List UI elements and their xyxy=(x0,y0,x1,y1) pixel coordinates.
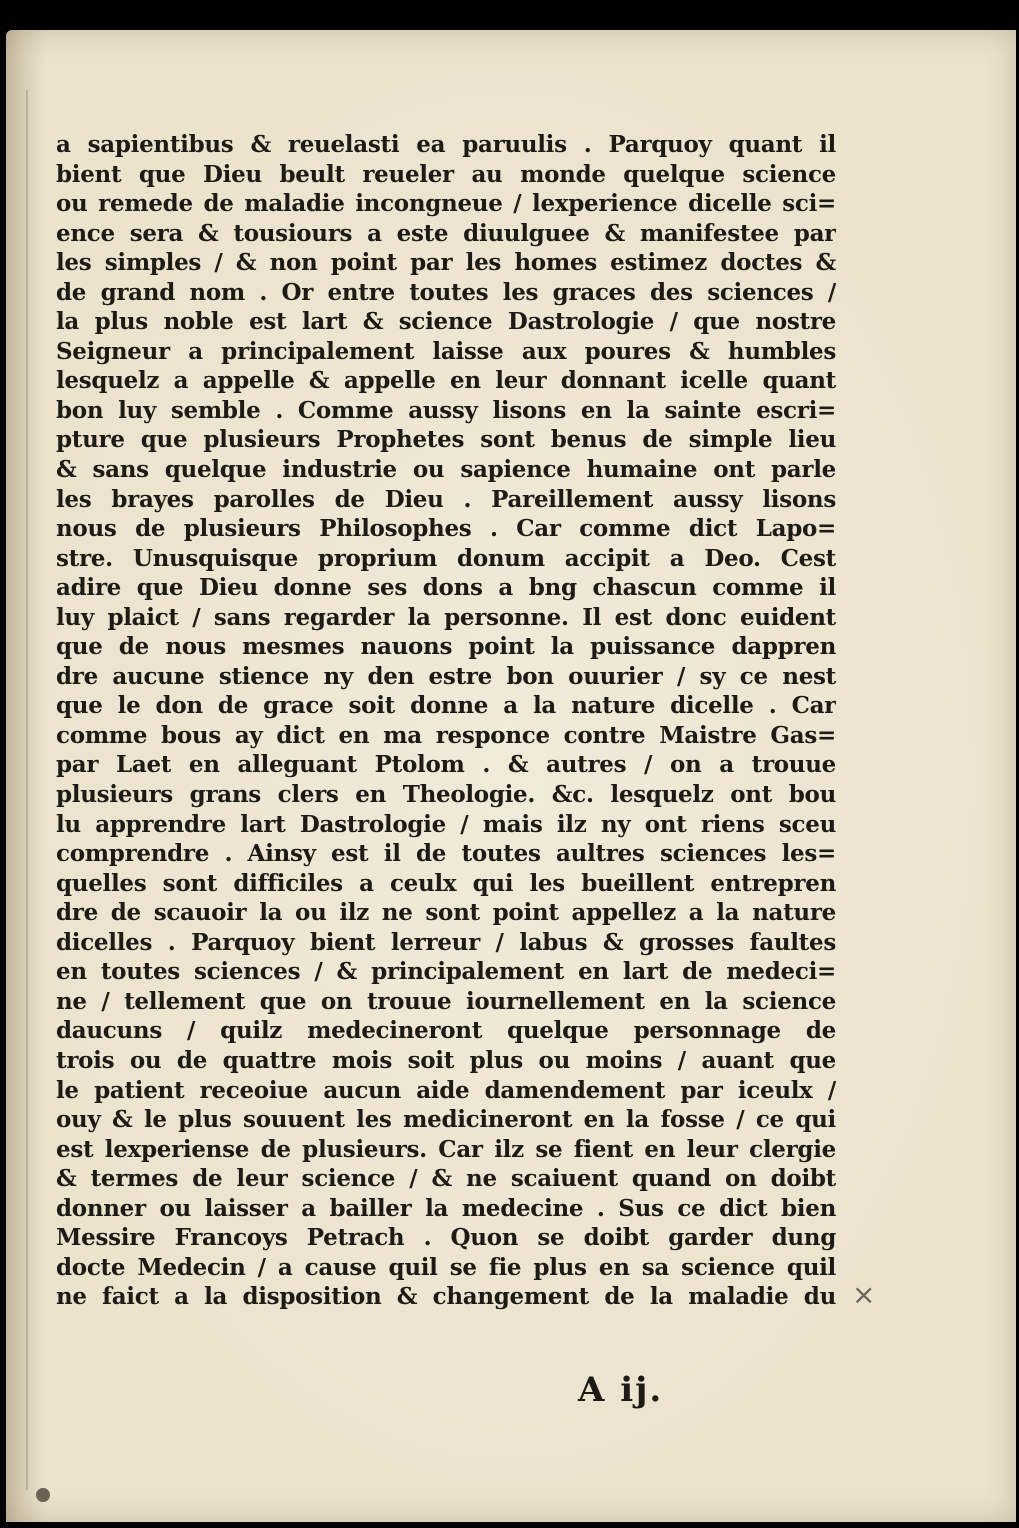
gutter-shadow xyxy=(26,90,28,1490)
text-line: comprendre . Ainsy est il de toutes aultres sciences les= xyxy=(56,840,836,868)
text-line: luy plaict / sans regarder la personne. Il est donc euident xyxy=(56,603,836,631)
text-line: docte Medecin / a cause quil se fie plus en sa science quil xyxy=(56,1253,836,1281)
text-line: pture que plusieurs Prophetes sont benus de simple lieu xyxy=(56,426,836,454)
text-line: ne / tellement que on trouue iournellement en la science xyxy=(56,987,836,1015)
text-line: & termes de leur science / & ne scaiuent quand on doibt xyxy=(56,1165,836,1193)
text-line: quelles sont difficiles a ceulx qui les bueillent entrepren xyxy=(56,869,836,897)
text-line: adire que Dieu donne ses dons a bng chascun comme il xyxy=(56,574,836,602)
text-line: a sapientibus & reuelasti ea paruulis . Parquoy quant il xyxy=(56,131,836,158)
text-line: dre aucune stience ny den estre bon ouurier / sy ce nest xyxy=(56,662,836,690)
text-line: trois ou de quattre mois soit plus ou moins / auant que xyxy=(56,1046,836,1074)
text-line: lu apprendre lart Dastrologie / mais ilz ny ont riens sceu xyxy=(56,810,836,838)
text-line: Seigneur a principalement laisse aux poures & humbles xyxy=(56,337,836,365)
text-line: donner ou laisser a bailler la medecine . Sus ce dict bien xyxy=(56,1194,836,1222)
edge-stain xyxy=(36,1488,50,1502)
text-line: ence sera & tousiours a este diuulguee & manifestee par xyxy=(56,219,836,247)
text-line: le patient receoiue aucun aide damendement par iceulx / xyxy=(56,1076,836,1104)
text-line: la plus noble est lart & science Dastrologie / que nostre xyxy=(56,308,836,336)
text-line: que de nous mesmes nauons point la puissance dappren xyxy=(56,633,836,661)
text-line: ne faict a la disposition & changement de la maladie du xyxy=(56,1283,836,1311)
text-line: stre. Unusquisque proprium donum accipit a Deo. Cest xyxy=(56,544,836,572)
text-line: plusieurs grans clers en Theologie. &c. lesquelz ont bou xyxy=(56,781,836,809)
signature-mark: A ij. xyxy=(578,1370,664,1410)
text-line: de grand nom . Or entre toutes les graces des sciences / xyxy=(56,278,836,306)
text-line: comme bous ay dict en ma responce contre Maistre Gas= xyxy=(56,721,836,749)
text-line: ou remede de maladie incongneue / lexperience dicelle sci= xyxy=(56,190,836,218)
text-line: bon luy semble . Comme aussy lisons en la sainte escri= xyxy=(56,396,836,424)
text-line: Messire Francoys Petrach . Quon se doibt garder dung xyxy=(56,1224,836,1252)
text-line: nous de plusieurs Philosophes . Car comme dict Lapo= xyxy=(56,515,836,543)
margin-annotation: × xyxy=(852,1278,876,1311)
text-line: lesquelz a appelle & appelle en leur donnant icelle quant xyxy=(56,367,836,395)
text-line: ouy & le plus souuent les medicineront en la fosse / ce qui xyxy=(56,1106,836,1134)
text-line: & sans quelque industrie ou sapience humaine ont parle xyxy=(56,456,836,484)
text-line: que le don de grace soit donne a la nature dicelle . Car xyxy=(56,692,836,720)
text-line: dre de scauoir la ou ilz ne sont point appellez a la nature xyxy=(56,899,836,927)
text-line: les brayes parolles de Dieu . Pareillement aussy lisons xyxy=(56,485,836,513)
text-line: par Laet en alleguant Ptolom . & autres / on a trouue xyxy=(56,751,836,779)
text-line: bient que Dieu beult reueler au monde quelque science xyxy=(56,160,836,188)
text-line: les simples / & non point par les homes estimez doctes & xyxy=(56,249,836,277)
text-line: en toutes sciences / & principalement en lart de medeci= xyxy=(56,958,836,986)
text-line: dicelles . Parquoy bient lerreur / labus & grosses faultes xyxy=(56,928,836,956)
book-page xyxy=(6,30,1016,1522)
text-line: est lexperiense de plusieurs. Car ilz se fient en leur clergie xyxy=(56,1135,836,1163)
page-text xyxy=(56,130,836,1312)
text-line: daucuns / quilz medecineront quelque personnage de xyxy=(56,1017,836,1045)
